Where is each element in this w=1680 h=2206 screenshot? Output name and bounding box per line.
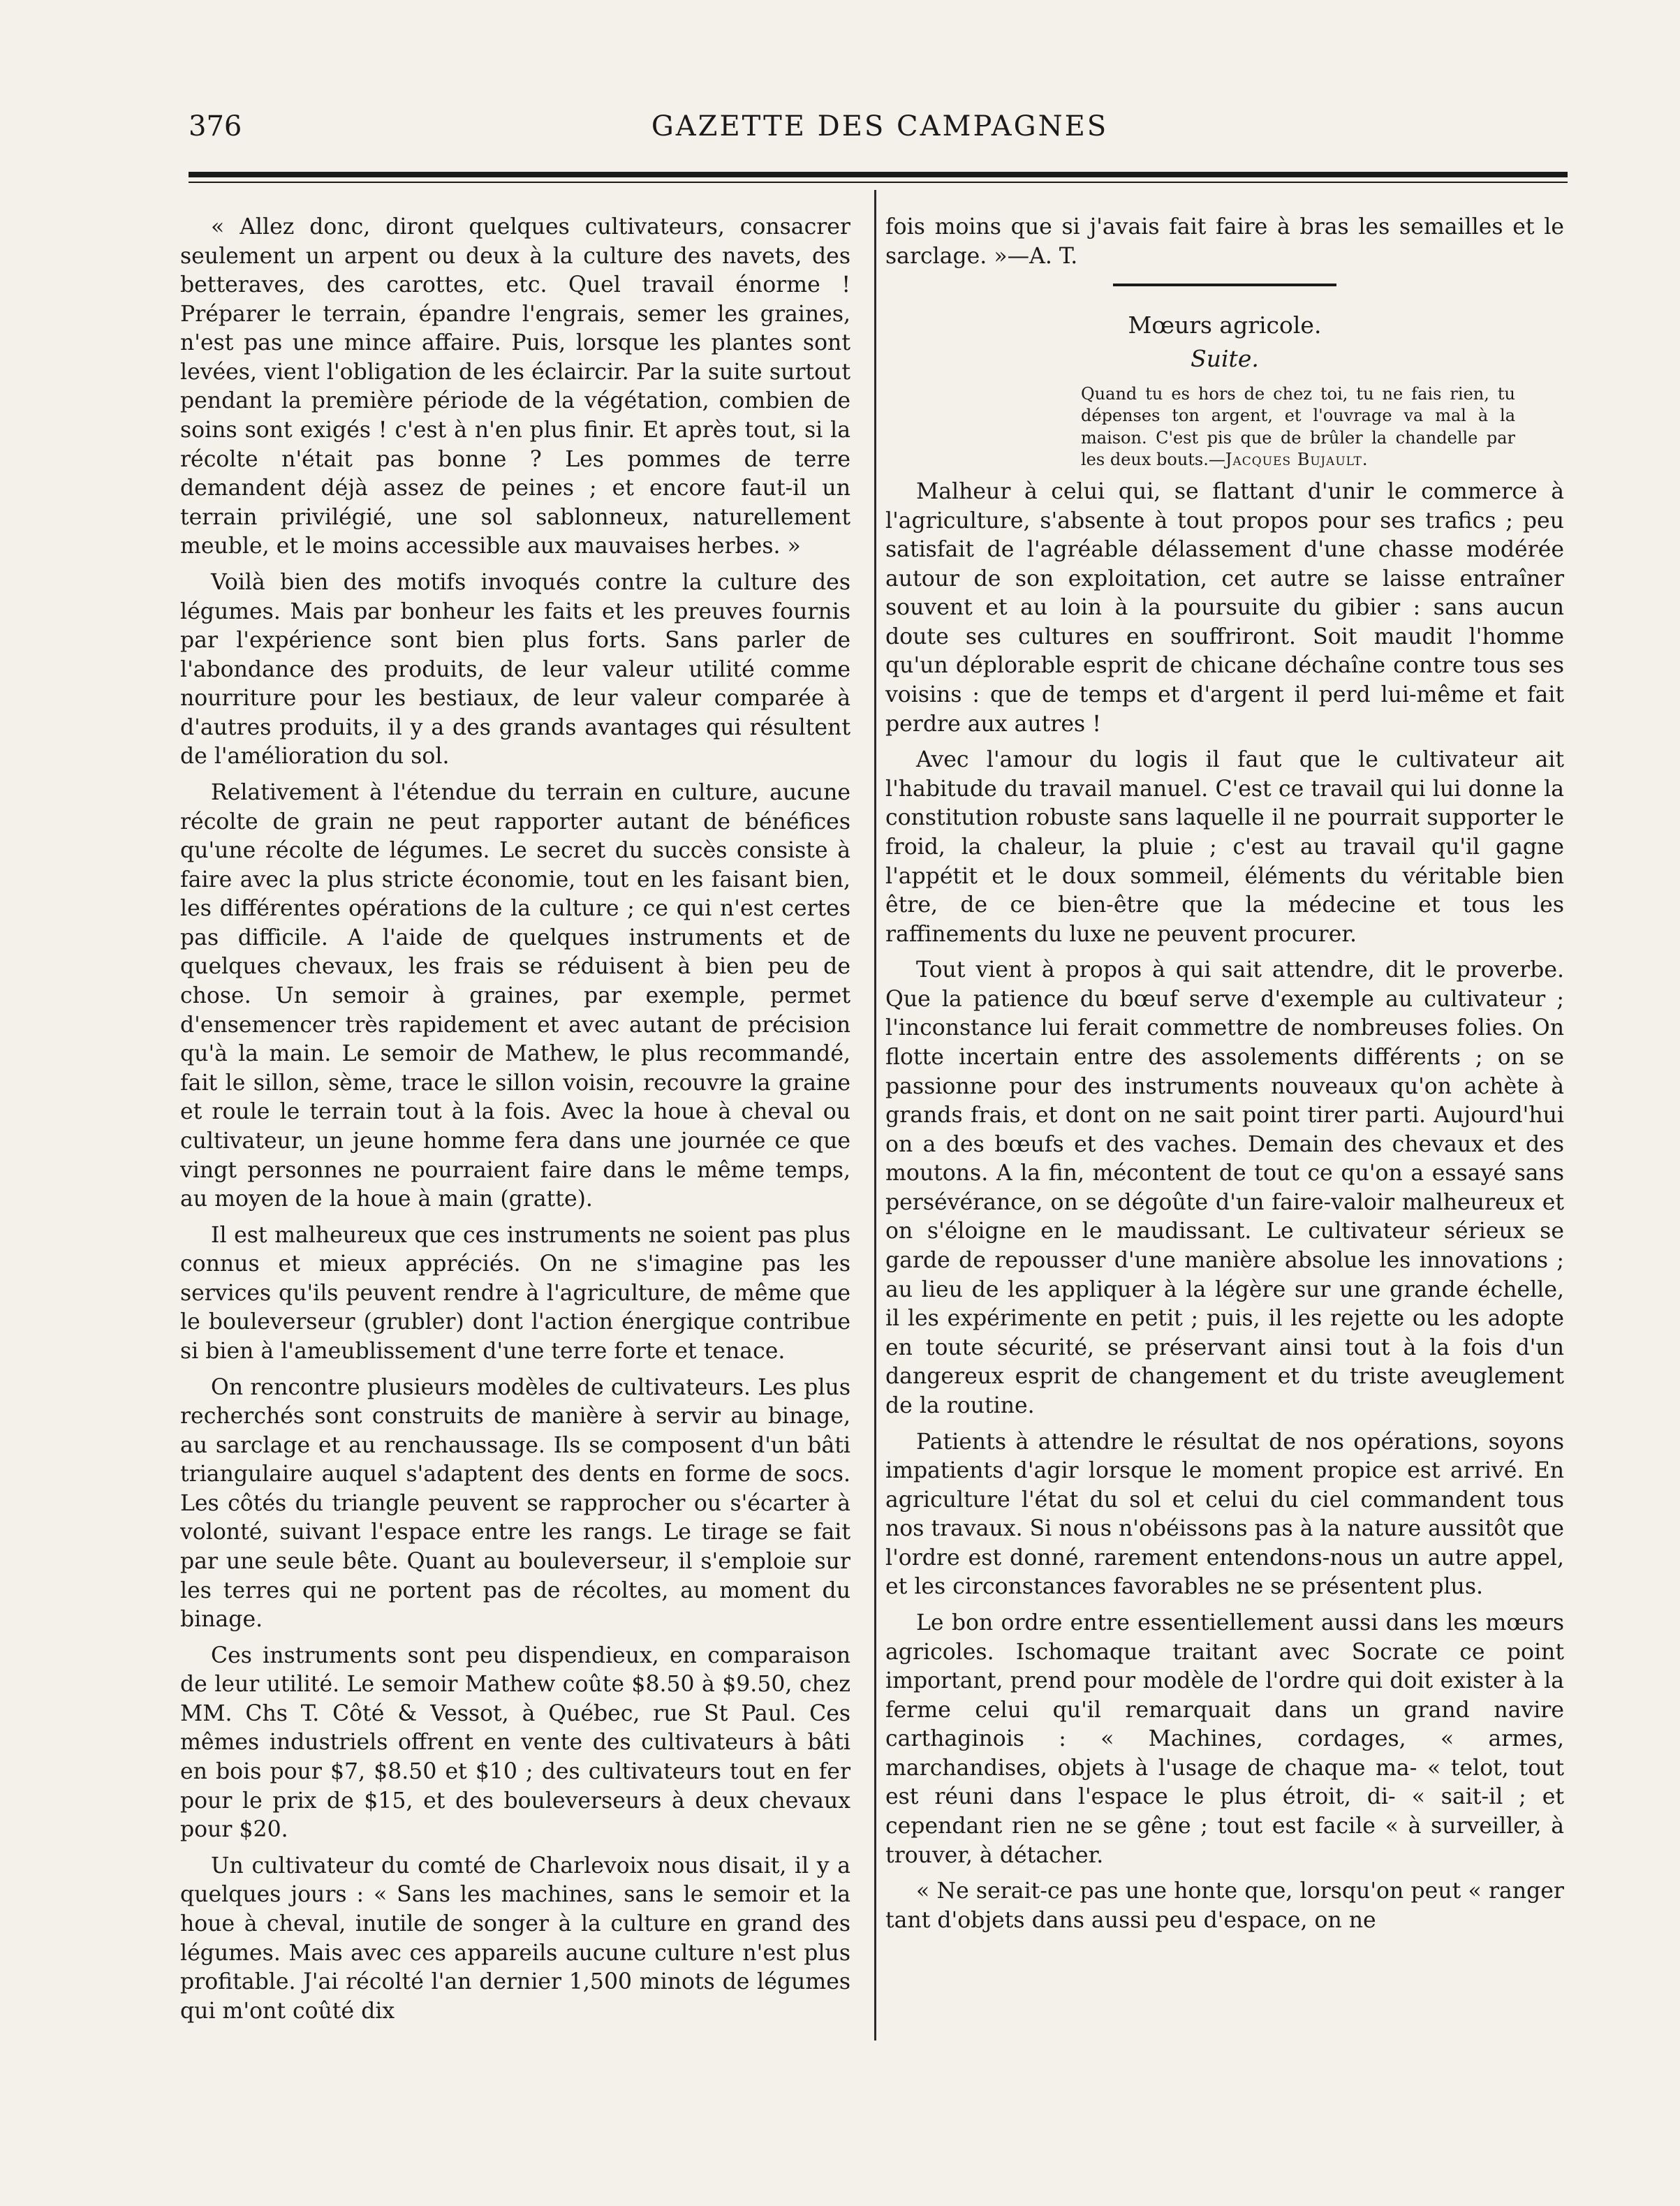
left-paragraph: Il est malheureux que ces instruments ne soient pas plus connus et mieux appréciés. On ne s'imagine pas les services qu'ils peuvent rendre à l'agriculture, de même que le bouleverseur (grubler) dont l'action énergique contribue si bien à l'ameublissement d'une terre forte et tenace. bbox=[180, 1222, 850, 1364]
continued-paragraph: fois moins que si j'avais fait faire à bras les semailles et le sarclage. »—A. T. bbox=[885, 214, 1564, 269]
header-rule-thick bbox=[189, 172, 1568, 177]
right-paragraph: Tout vient à propos à qui sait attendre, dit le proverbe. Que la patience du bœuf serve d'exemple au cultivateur ; l'inconstance lui ferait commettre de nombreuses folies. On flotte incertain entre des assolements différents ; on se passionne pour des instruments nouveaux qu'on achète à grands frais, et dont on ne sait point tirer parti. Aujourd'hui on a des bœufs et des vaches. Demain des chevaux et des moutons. A la fin, mécontent de tout ce qu'on a essayé sans persévérance, on se dégoûte d'un faire-valoir malheureux et on s'éloigne en le maudissant. Le cultivateur sérieux se garde de repousser d'une manière absolue les innovations ; au lieu de les appliquer à la légère sur une grande échelle, il les expérimente en petit ; puis, il les rejette ou les adopte en toute sécurité, se préservant ainsi tout à la fois d'un dangereux esprit de changement et du triste aveuglement de la routine. bbox=[885, 957, 1564, 1418]
section-separator-rule bbox=[1113, 284, 1336, 286]
left-paragraph: Ces instruments sont peu dispendieux, en comparaison de leur utilité. Le semoir Mathew coûte $8.50 à $9.50, chez MM. Chs T. Côté & Vessot, à Québec, rue St Paul. Ces mêmes industriels offrent en vente des cultivateurs à bâti en bois pour $7, $8.50 et $10 ; des cultivateurs tout en fer pour le prix de $15, et des bouleverseurs à deux chevaux pour $20. bbox=[180, 1642, 850, 1843]
right-paragraph: « Ne serait-ce pas une honte que, lorsqu'on peut « ranger tant d'objets dans aussi peu d'espace, on ne bbox=[885, 1878, 1564, 1933]
left-paragraph: Voilà bien des motifs invoqués contre la culture des légumes. Mais par bonheur les faits et les preuves fournis par l'expérience sont bien plus forts. Sans parler de l'abondance des produits, de leur valeur utilité comme nourriture pour les bestiaux, de leur valeur comparée à d'autres produits, il y a des grands avantages qui résultent de l'amélioration du sol. bbox=[180, 569, 850, 770]
page-header bbox=[189, 110, 1571, 152]
header-rule-thin bbox=[189, 182, 1568, 183]
right-paragraph: Avec l'amour du logis il faut que le cultivateur ait l'habitude du travail manuel. C'est ce travail qui lui donne la constitution robuste sans laquelle il ne pourrait supporter le froid, la chaleur, la pluie ; c'est au travail qu'il gagne l'appétit et le doux sommeil, éléments du véritable bien être, de ce bien-être que la médecine et tous les raffinements du luxe ne peuvent procurer. bbox=[885, 747, 1564, 947]
section-subtitle: Suite. bbox=[1191, 344, 1259, 372]
right-paragraph: Le bon ordre entre essentiellement aussi dans les mœurs agricoles. Ischomaque traitant avec Socrate ce point important, prend pour modèle de l'ordre qui doit exister à la ferme celui qu'il remarquait dans un grand navire carthaginois : « Machines, cordages, « armes, marchandises, objets à l'usage de chaque ma- « telot, tout est réuni dans l'espace le plus étroit, di- « sait-il ; et cependant rien ne se gêne ; tout est facile « à surveiller, à trouver, à détacher. bbox=[885, 1610, 1564, 1868]
left-paragraph: On rencontre plusieurs modèles de cultivateurs. Les plus recherchés sont construits de manière à servir au binage, au sarclage et au renchaussage. Ils se composent d'un bâti triangulaire auquel s'adaptent des dents en forme de socs. Les côtés du triangle peuvent se rapprocher ou s'écarter à volonté, suivant l'espace entre les rangs. Le tirage se fait par une seule bête. Quant au bouleverseur, il s'emploie sur les terres qui ne portent pas de récoltes, au moment du binage. bbox=[180, 1374, 850, 1633]
section-title: Mœurs agricole. bbox=[1128, 311, 1322, 339]
left-column bbox=[180, 213, 850, 2033]
right-paragraph: Malheur à celui qui, se flattant d'unir le commerce à l'agriculture, s'absente à tout propos pour ses trafics ; peu satisfait de l'agréable délassement d'une chasse modérée autour de son exploitation, cet autre se laisse entraîner souvent et au loin à la poursuite du gibier : sans aucun doute ses cultures en souffriront. Soit maudit l'homme qu'un déplorable esprit de chicane déchaîne contre tous ses voisins : que de temps et d'argent il perd lui-même et fait perdre aux autres ! bbox=[885, 479, 1564, 737]
running-title: GAZETTE DES CAMPAGNES bbox=[651, 110, 1109, 142]
right-column bbox=[885, 213, 1564, 1942]
left-paragraph: Un cultivateur du comté de Charlevoix nous disait, il y a quelques jours : « Sans les machines, sans le semoir et la houe à cheval, inutile de songer à la culture en grand des légumes. Mais avec ces appareils aucune culture n'est plus profitable. J'ai récolté l'an dernier 1,500 minots de légumes qui m'ont coûté dix bbox=[180, 1853, 850, 2024]
epigraph-author: Jacques Bujault. bbox=[1225, 449, 1369, 469]
right-paragraph: Patients à attendre le résultat de nos opérations, soyons impatients d'agir lorsque le moment propice est arrivé. En agriculture l'état du sol et celui du ciel commandent tous nos travaux. Si nous n'obéissons pas à la nature aussitôt que l'ordre est donné, rarement entendons-nous un autre appel, et les circonstances favorables ne se présentent plus. bbox=[885, 1429, 1564, 1600]
left-paragraph: « Allez donc, diront quelques cultivateurs, consacrer seulement un arpent ou deux à la culture des navets, des betteraves, des carottes, etc. Quel travail énorme ! Préparer le terrain, épandre l'engrais, semer les graines, n'est pas une mince affaire. Puis, lorsque les plantes sont levées, vient l'obligation de les éclaircir. Par la suite surtout pendant la première période de la végétation, combien de soins sont exigés ! c'est à n'en plus finir. Et après tout, si la récolte n'était pas bonne ? Les pommes de terre demandent déjà assez de peines ; et encore faut-il un terrain privilégié, une sol sablonneux, naturellement meuble, et le moins accessible aux mauvaises herbes. » bbox=[180, 214, 850, 559]
page-number: 376 bbox=[189, 110, 242, 142]
epigraph bbox=[1081, 383, 1515, 471]
epigraph-text: Quand tu es hors de chez toi, tu ne fais rien, tu dépenses ton argent, et l'ouvrage va mal à la maison. C'est pis que de brûler la chandelle par les deux bouts.— bbox=[1081, 384, 1515, 469]
column-divider bbox=[874, 190, 876, 2040]
left-paragraph: Relativement à l'étendue du terrain en culture, aucune récolte de grain ne peut rapporter autant de bénéfices qu'une récolte de légumes. Le secret du succès consiste à faire avec la plus stricte économie, tout en les faisant bien, les différentes opérations de la culture ; ce qui n'est certes pas difficile. A l'aide de quelques instruments et de quelques chevaux, les frais se réduisent à bien peu de chose. Un semoir à graines, par exemple, permet d'ensemencer très rapidement et avec autant de précision qu'à la main. Le semoir de Mathew, le plus recommandé, fait le sillon, sème, trace le sillon voisin, recouvre la graine et roule le terrain tout à la fois. Avec la houe à cheval ou cultivateur, un jeune homme fera dans une journée ce que vingt personnes ne pourraient faire dans le même temps, au moyen de la houe à main (gratte). bbox=[180, 779, 850, 1212]
